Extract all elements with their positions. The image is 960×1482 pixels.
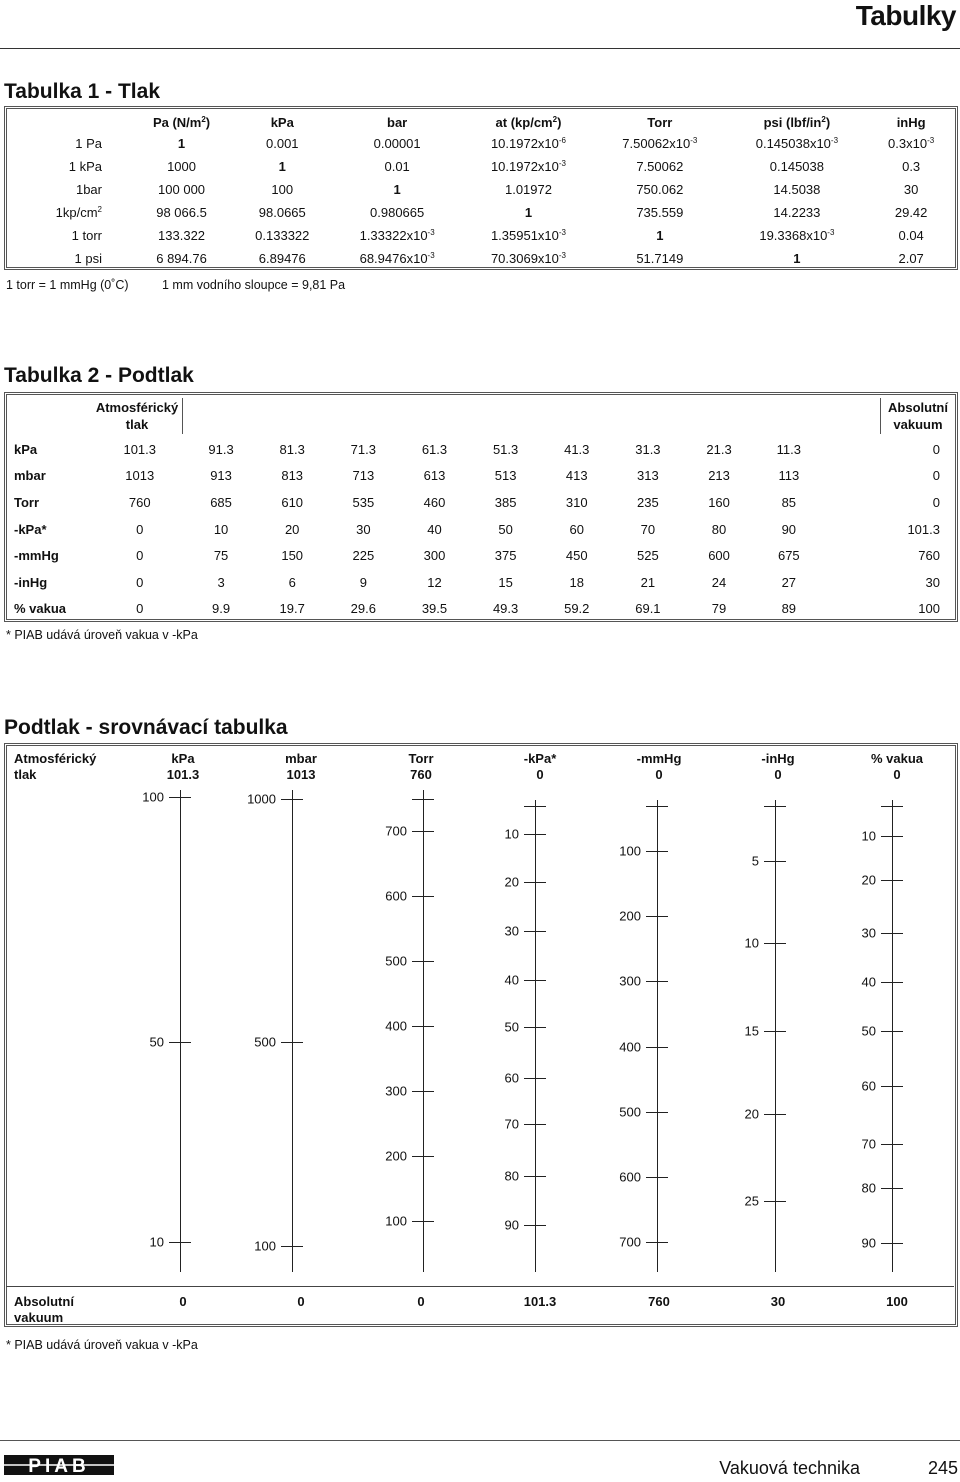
scale-label: 700 [619, 1234, 641, 1250]
table3-col-name: -inHg [761, 751, 795, 766]
scale-tick [881, 982, 903, 983]
cell: 1 [524, 205, 533, 220]
cell: 150 [281, 548, 304, 564]
cell: $19.3368x10^{-3}$ [759, 228, 835, 243]
table3-col-top-value: 0 [893, 767, 901, 782]
cell: 27 [781, 574, 797, 590]
scale-tick [412, 896, 434, 897]
cell: 0.133322 [255, 228, 310, 243]
scale-label: 200 [385, 1148, 407, 1164]
cell: 29.42 [894, 205, 928, 220]
scale-label: 50 [149, 1034, 164, 1050]
scale-tick [524, 980, 546, 981]
scale-axis-neg_kpa [535, 800, 536, 1272]
scale-label: 10 [744, 935, 759, 951]
scale-tick [764, 1114, 786, 1115]
scale-axis-kpa [180, 790, 181, 1272]
cell: 59.2 [564, 601, 590, 617]
scale-tick [881, 880, 903, 881]
scale-label: 40 [504, 972, 519, 988]
table3-col-name: -mmHg [636, 751, 682, 766]
scale-label: 500 [385, 953, 407, 969]
scale-label: 50 [861, 1023, 876, 1039]
table-row [8, 132, 954, 155]
cell: 100 [271, 182, 294, 197]
cell: 235 [637, 494, 659, 510]
scale-tick [764, 943, 786, 944]
cell: 20 [284, 521, 300, 537]
cell: 6 [288, 574, 296, 590]
scale-label: 20 [744, 1106, 759, 1122]
cell: 760 [918, 548, 940, 564]
table1-note-torr: 1 torr = 1 mmHg (0˚C) [6, 278, 129, 292]
cell: $68.9476x10^{-3}$ [359, 251, 435, 266]
scale-tick [646, 916, 668, 917]
cell: 19.7 [279, 601, 305, 617]
cell: 30 [356, 521, 371, 537]
cell: 0.00001 [373, 136, 421, 151]
table1-col-torr: Torr [647, 114, 673, 130]
cell: 1 [177, 136, 186, 151]
scale-tick [412, 831, 434, 832]
table1 [8, 112, 954, 270]
scale-label: 70 [504, 1116, 519, 1132]
scale-tick [524, 1027, 546, 1028]
table3-col-top-value: 0 [655, 767, 663, 782]
piab-logo [4, 1452, 114, 1478]
scale-tick [524, 1176, 546, 1177]
scale-label: 15 [744, 1023, 759, 1039]
scale-tick [764, 861, 786, 862]
table-row [8, 224, 954, 247]
table3-title: Podtlak - srovnávací tabulka [4, 716, 288, 739]
cell: 91.3 [208, 441, 234, 457]
cell: 460 [423, 494, 446, 510]
cell: 313 [637, 468, 659, 484]
cell: 310 [565, 494, 588, 510]
cell: 0 [136, 601, 144, 617]
scale-label: 50 [504, 1019, 519, 1035]
table1-col-inhg: inHg [896, 114, 926, 130]
scale-axis-neg_mmhg [657, 800, 658, 1272]
cell: 0.01 [384, 159, 410, 174]
cell: 80 [711, 521, 727, 537]
scale-label: 25 [744, 1193, 759, 1209]
table-row [8, 489, 954, 516]
cell: 6.89476 [258, 251, 306, 266]
table2-head-absolute: Absolutní vakuum [888, 400, 948, 432]
table3-foot-rule [6, 1286, 954, 1287]
scale-tick [764, 1201, 786, 1202]
cell: 1 [393, 182, 401, 197]
table1-col-at: at $(kp/cm^2)$ [495, 114, 562, 130]
scale-label: 500 [254, 1034, 276, 1050]
scale-label: 10 [149, 1234, 164, 1250]
table3-col-name: % vakua [870, 751, 924, 766]
cell: 735.559 [636, 205, 684, 220]
cell: 70 [640, 521, 656, 537]
scale-label: 500 [619, 1104, 641, 1120]
scale-label: 300 [385, 1083, 407, 1099]
scale-label: 400 [619, 1039, 641, 1055]
cell: 18 [569, 574, 584, 590]
cell: 21.3 [706, 441, 732, 457]
scale-label: 30 [861, 925, 876, 941]
cell: 385 [494, 494, 517, 510]
table2-title: Tabulka 2 - Podtlak [4, 364, 194, 387]
table-row [8, 247, 954, 270]
row-label: -inHg [14, 574, 48, 590]
cell: 30 [903, 182, 919, 197]
cell: 0 [136, 574, 144, 590]
cell: 11.3 [776, 441, 801, 457]
table3-col-top-value: 760 [410, 767, 432, 782]
table3-head-atmospheric: Atmosférický tlak [14, 751, 97, 782]
cell: 40 [427, 521, 442, 537]
row-label: 1 torr [71, 228, 102, 243]
scale-tick [881, 933, 903, 934]
cell: 413 [565, 468, 588, 484]
cell: 50 [498, 521, 513, 537]
scale-tick [412, 1091, 434, 1092]
scale-tick [646, 1242, 668, 1243]
cell: 60 [569, 521, 584, 537]
scale-label: 100 [385, 1213, 407, 1229]
table3-col-name: mbar [285, 751, 317, 766]
cell: 10 [213, 521, 229, 537]
cell: 71.3 [350, 441, 376, 457]
table3-col-top-value: 1013 [286, 767, 316, 782]
table2-head-left-bracket [182, 398, 183, 434]
table3-col-bottom-value: 100 [886, 1294, 908, 1309]
cell: 15 [498, 574, 513, 590]
scale-tick [764, 1031, 786, 1032]
cell: $0.3x10^{-3}$ [888, 136, 935, 151]
scale-label: 400 [385, 1018, 407, 1034]
cell: $1.33322x10^{-3}$ [359, 228, 435, 243]
table3-foot-absolute: Absolutní vakuum [14, 1294, 74, 1325]
cell: 29.6 [350, 601, 376, 617]
table2 [8, 436, 954, 622]
cell: 1 [793, 251, 801, 266]
scale-tick [524, 806, 546, 807]
table-row [8, 436, 954, 463]
table-row [8, 516, 954, 543]
cell: 90 [781, 521, 797, 537]
cell: 0 [136, 548, 144, 564]
scale-label: 70 [861, 1136, 876, 1152]
scale-tick [412, 1026, 434, 1027]
scale-tick [881, 806, 903, 807]
scale-tick [881, 1243, 903, 1244]
table1-note-water: 1 mm vodního sloupce = 9,81 Pa [162, 278, 346, 292]
cell: 0 [932, 468, 940, 484]
scale-label: 10 [504, 826, 519, 842]
scale-tick [881, 1031, 903, 1032]
row-label: $1kp/cm^2$ [55, 205, 102, 220]
scale-tick [169, 1042, 191, 1043]
cell: $7.50062x10^{-3}$ [622, 136, 698, 151]
scale-tick [646, 851, 668, 852]
scale-label: 80 [861, 1180, 876, 1196]
cell: 133.322 [158, 228, 206, 243]
cell: 1013 [125, 468, 155, 484]
scale-label: 200 [619, 908, 641, 924]
cell: 613 [423, 468, 446, 484]
row-label: 1 psi [74, 251, 102, 266]
scale-axis-torr [423, 790, 424, 1272]
scale-tick [281, 1042, 303, 1043]
cell: 101.3 [907, 521, 940, 537]
table3-note: * PIAB udává úroveň vakua v -kPa [6, 1338, 198, 1352]
table3-col-bottom-value: 760 [648, 1294, 670, 1309]
scale-label: 30 [504, 923, 519, 939]
scale-label: 600 [385, 888, 407, 904]
table-row [8, 596, 954, 623]
cell: 750.062 [636, 182, 684, 197]
scale-tick [281, 1246, 303, 1247]
cell: 713 [352, 468, 375, 484]
scale-tick [412, 1221, 434, 1222]
cell: 75 [213, 548, 229, 564]
scale-tick [169, 797, 191, 798]
row-label: 1 kPa [68, 159, 102, 174]
cell: 30 [925, 574, 940, 590]
cell: $0.145038x10^{-3}$ [755, 136, 839, 151]
cell: $10.1972x10^{-3}$ [490, 159, 567, 174]
scale-tick [524, 882, 546, 883]
cell: 79 [711, 601, 727, 617]
cell: 41.3 [564, 441, 590, 457]
cell: 98 066.5 [156, 205, 207, 220]
cell: 675 [777, 548, 800, 564]
cell: 0.3 [902, 159, 921, 174]
cell: 101.3 [123, 441, 157, 457]
scale-axis-mbar [292, 790, 293, 1272]
table3-frame [4, 743, 958, 1327]
scale-tick [764, 806, 786, 807]
scale-tick [881, 1188, 903, 1189]
scale-label: 300 [619, 973, 641, 989]
footer-rule [0, 1440, 960, 1441]
scale-tick [524, 1225, 546, 1226]
table1-col-pa: Pa $(N/m^2)$ [152, 114, 211, 130]
scale-label: 100 [254, 1238, 276, 1254]
cell: 21 [640, 574, 656, 590]
scale-label: 100 [619, 843, 641, 859]
cell: 0.04 [898, 228, 924, 243]
cell: 81.3 [279, 441, 305, 457]
table-row [8, 201, 954, 224]
table3-col-bottom-value: 0 [179, 1294, 187, 1309]
cell: $1.35951x10^{-3}$ [490, 228, 567, 243]
cell: 1000 [167, 159, 196, 174]
cell: $10.1972x10^{-6}$ [490, 136, 567, 151]
cell: 39.5 [421, 601, 448, 617]
cell: 14.5038 [773, 182, 821, 197]
scale-label: 10 [861, 828, 876, 844]
cell: 1 [278, 159, 286, 174]
page-number: 245 [927, 1458, 958, 1478]
table1-col-bar: bar [387, 114, 408, 130]
row-label: 1bar [75, 182, 102, 197]
header-rule [0, 48, 960, 49]
cell: 513 [494, 468, 517, 484]
cell: 0 [932, 441, 940, 457]
cell: 9 [359, 574, 367, 590]
table3-col-top-value: 0 [774, 767, 782, 782]
cell: 100 [918, 601, 940, 617]
scale-label: 600 [619, 1169, 641, 1185]
table-row [8, 463, 954, 490]
scale-tick [524, 1078, 546, 1079]
table1-col-psi: psi $(lbf/in^2)$ [763, 114, 831, 130]
table3-col-top-value: 0 [536, 767, 544, 782]
cell: 113 [778, 468, 800, 484]
cell: 610 [281, 494, 304, 510]
cell: 89 [781, 601, 797, 617]
cell: 9.9 [212, 601, 231, 617]
table2-head-right-bracket [880, 398, 881, 434]
cell: 685 [210, 494, 232, 510]
scale-label: 700 [385, 823, 407, 839]
cell: 160 [708, 494, 730, 510]
cell: 0.145038 [769, 159, 824, 174]
scale-tick [412, 1156, 434, 1157]
scale-tick [881, 1144, 903, 1145]
row-label: kPa [14, 441, 38, 457]
cell: 0 [136, 521, 144, 537]
scale-tick [412, 799, 434, 800]
scale-label: 90 [861, 1235, 876, 1251]
table3-col-bottom-value: 0 [417, 1294, 425, 1309]
cell: 100 000 [158, 182, 206, 197]
cell: 2.07 [898, 251, 924, 266]
cell: 12 [427, 574, 442, 590]
cell: 61.3 [421, 441, 448, 457]
cell: 375 [494, 548, 517, 564]
cell: 913 [210, 468, 232, 484]
cell: 1.01972 [504, 182, 552, 197]
table2-note: * PIAB udává úroveň vakua v -kPa [6, 628, 198, 642]
scale-label: 100 [142, 789, 164, 805]
scale-tick [412, 961, 434, 962]
table2-head-atmospheric: Atmosférický tlak [95, 400, 179, 432]
scale-label: 80 [504, 1168, 519, 1184]
page-header-title: Tabulky [855, 0, 956, 31]
scale-tick [646, 981, 668, 982]
cell: 225 [352, 548, 375, 564]
cell: 450 [565, 548, 588, 564]
scale-tick [881, 1086, 903, 1087]
scale-tick [524, 1124, 546, 1125]
scale-label: 60 [861, 1078, 876, 1094]
cell: 7.50062 [636, 159, 684, 174]
cell: 600 [708, 548, 730, 564]
cell: 213 [708, 468, 730, 484]
scale-label: 60 [504, 1070, 519, 1086]
cell: 525 [637, 548, 659, 564]
scale-tick [281, 799, 303, 800]
cell: 14.2233 [773, 205, 821, 220]
cell: 535 [352, 494, 375, 510]
table-row [8, 155, 954, 178]
table1-title: Tabulka 1 - Tlak [4, 80, 160, 103]
scale-label: 5 [751, 853, 759, 869]
scale-label: 20 [504, 874, 519, 890]
cell: 85 [781, 494, 797, 510]
cell: $70.3069x10^{-3}$ [490, 251, 567, 266]
cell: 0 [932, 494, 940, 510]
table-row [8, 569, 954, 596]
cell: 49.3 [492, 601, 519, 617]
row-label: 1 Pa [75, 136, 102, 151]
scale-tick [524, 931, 546, 932]
cell: 51.7149 [636, 251, 684, 266]
scale-label: 1000 [247, 791, 276, 807]
table3-col-top-value: 101.3 [166, 767, 200, 782]
table3-col-bottom-value: 0 [297, 1294, 305, 1309]
cell: 69.1 [635, 601, 661, 617]
cell: 1 [656, 228, 664, 243]
cell: 0.001 [266, 136, 299, 151]
scale-tick [646, 1047, 668, 1048]
cell: 760 [128, 494, 151, 510]
row-label: mbar [14, 468, 46, 484]
table-row [8, 178, 954, 201]
scale-tick [646, 1112, 668, 1113]
cell: 6 894.76 [156, 251, 207, 266]
cell: 31.3 [635, 441, 661, 457]
cell: 0.980665 [370, 205, 425, 220]
table3-col-bottom-value: 30 [770, 1294, 786, 1309]
scale-tick [646, 1177, 668, 1178]
cell: 300 [423, 548, 446, 564]
scale-label: 40 [861, 974, 876, 990]
svg-text:PIAB: PIAB [28, 1456, 90, 1477]
table-row [8, 542, 954, 569]
cell: 98.0665 [258, 205, 306, 220]
scale-label: 20 [861, 872, 876, 888]
footer-title: Vakuová technika [719, 1458, 860, 1478]
cell: 24 [711, 574, 727, 590]
table3-col-bottom-value: 101.3 [523, 1294, 557, 1309]
scale-axis-pct_vakua [892, 800, 893, 1272]
row-label: -kPa* [14, 521, 47, 537]
table3-col-name: Torr [408, 751, 434, 766]
table1-col-kpa: kPa [270, 114, 294, 130]
table3-col-name: -kPa* [523, 751, 557, 766]
scale-label: 90 [504, 1217, 519, 1233]
scale-tick [881, 836, 903, 837]
row-label: Torr [14, 494, 40, 510]
row-label: -mmHg [14, 548, 59, 564]
cell: 813 [281, 468, 304, 484]
table3-col-name: kPa [171, 751, 195, 766]
row-label: % vakua [14, 601, 67, 617]
cell: 3 [217, 574, 225, 590]
scale-tick [646, 806, 668, 807]
cell: 51.3 [492, 441, 519, 457]
scale-tick [169, 1242, 191, 1243]
scale-tick [524, 834, 546, 835]
